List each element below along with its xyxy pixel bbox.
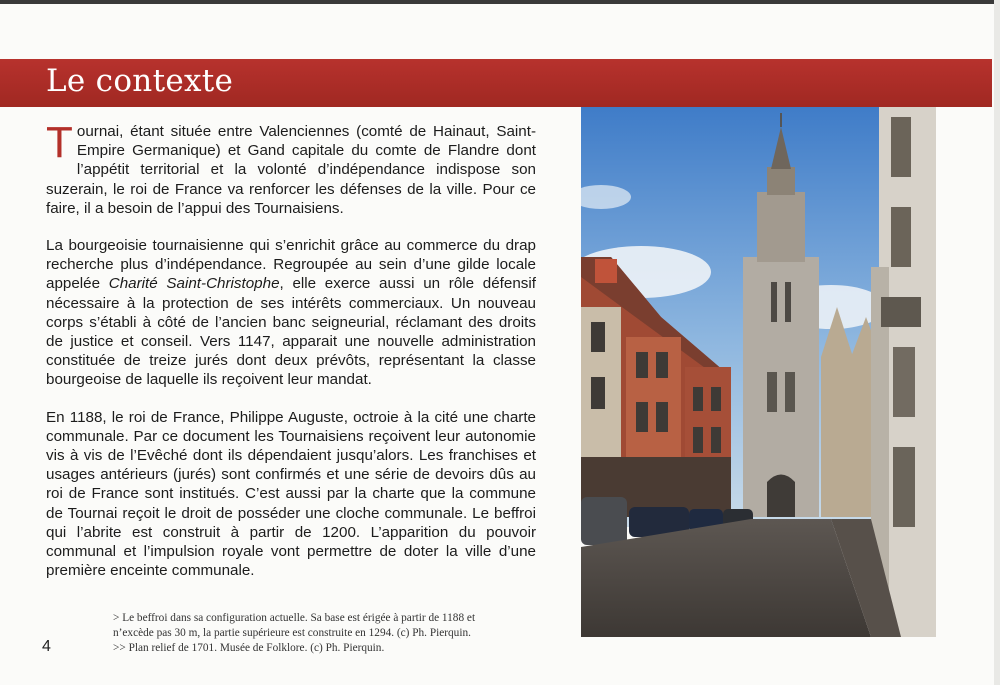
top-border xyxy=(0,0,1000,4)
body-text xyxy=(46,118,536,598)
photo-captions xyxy=(113,611,553,656)
caption-line-2: n’excède pas 30 m, la partie supérieure est construite en 1294. (c) Ph. Pierquin. xyxy=(113,627,471,639)
paragraph-2-text-b: , elle exerce aussi un rôle défensif nécessaire à la protection de ses intérêts commerciaux. Un nouveau corps s’établi à côté de l’ancien banc seigneurial, réclamant des droits de justice et conseil. Vers 1147, apparait une nouvelle administration constituée de treize jurés dont deux prévôts, représentant la classe bourgeoise de laquelle ils reçoivent leur mandat. xyxy=(46,275,536,389)
paragraph-1 xyxy=(46,118,536,218)
page-edge xyxy=(994,0,1000,685)
paragraph-1-text: ournai, étant située entre Valenciennes (comté de Hainaut, Saint-Empire Germanique) et Gand capitale du comte de Flandre dont l’appétit territorial et la volonté d’indépendance indispose son suzerain, le roi de France va renforcer les défenses de la ville. Pour ce faire, il a besoin de l’appui des Tournaisiens. xyxy=(46,123,536,217)
caption-line-1: > Le beffroi dans sa configuration actuelle. Sa base est érigée à partir de 1188 et xyxy=(113,612,476,624)
belfry-photo xyxy=(581,107,936,637)
paragraph-2-text-a: La bourgeoisie tournaisienne qui s’enrichit grâce au commerce du drap recherche plus d’indépendance. Regroupée au sein d’une gilde locale appelée xyxy=(46,237,536,293)
paragraph-2 xyxy=(46,236,536,390)
paragraph-3: En 1188, le roi de France, Philippe Auguste, octroie à la cité une charte communale. Par ce document les Tournaisiens reçoivent leur autonomie vis à vis de l’Evêché dont ils dépendaient jusqu’alors. Les franchises et usages antérieurs (jurés) sont confirmés et une série de devoirs dûs au roi de France sont institués. C’est aussi par la charte que la commune de Tournai reçoit le droit de posséder une cloche communale. Le beffroi qui l’abrite est construit à partir de 1200. L’apparition du pouvoir communal et l’impulsion royale vont permettre de doter la ville d’une première enceinte communale. xyxy=(46,408,536,580)
drop-cap: T xyxy=(46,118,73,167)
caption-line-3: >> Plan relief de 1701. Musée de Folklore. (c) Ph. Pierquin. xyxy=(113,642,385,654)
section-title: Le contexte xyxy=(46,63,234,99)
section-banner xyxy=(0,59,992,107)
paragraph-2-italic: Charité Saint-Christophe xyxy=(108,275,280,293)
page-number: 4 xyxy=(42,638,51,655)
